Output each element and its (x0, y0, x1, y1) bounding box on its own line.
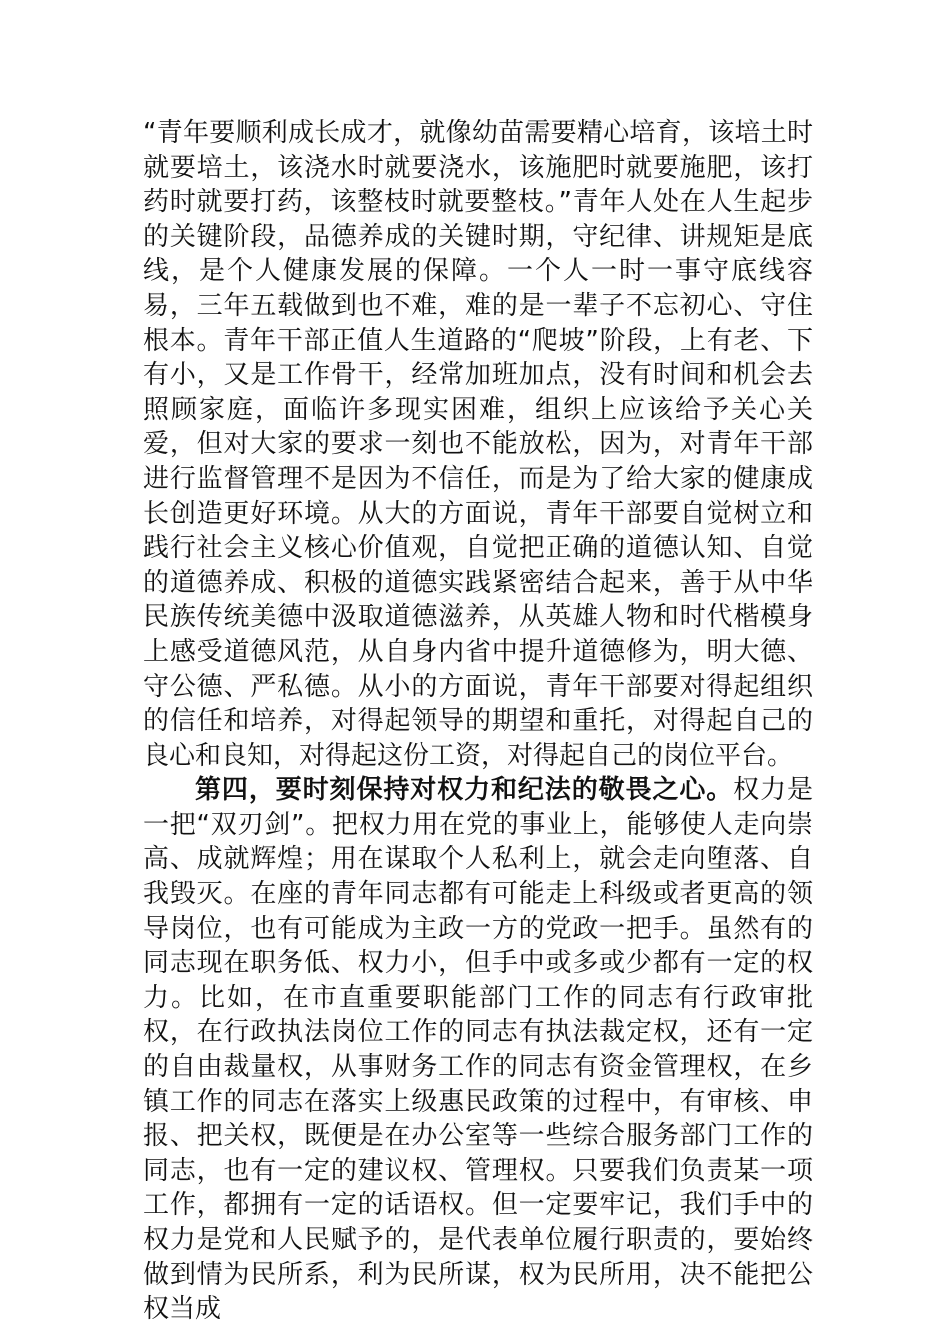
body-text (143, 116, 813, 1327)
paragraph-1: “青年要顺利成长成才，就像幼苗需要精心培育，该培土时就要培土，该浇水时就要浇水，该施肥时就要施肥，该打药时就要打药，该整枝时就要整枝。”青年人处在人生起步的关键阶段，品德养成的关键时期，守纪律、讲规矩是底线，是个人健康发展的保障。一个人一时一事守底线容易，三年五载做到也不难，难的是一辈子不忘初心、守住根本。青年干部正值人生道路的“爬坡”阶段，上有老、下有小，又是工作骨干，经常加班加点，没有时间和机会去照顾家庭，面临许多现实困难，组织上应该给予关心关爱，但对大家的要求一刻也不能放松，因为，对青年干部进行监督管理不是因为不信任，而是为了给大家的健康成长创造更好环境。从大的方面说，青年干部要自觉树立和践行社会主义核心价值观，自觉把正确的道德认知、自觉的道德养成、积极的道德实践紧密结合起来，善于从中华民族传统美德中汲取道德滋养，从英雄人物和时代楷模身上感受道德风范，从自身内省中提升道德修为，明大德、守公德、严私德。从小的方面说，青年干部要对得起组织的信任和培养，对得起领导的期望和重托，对得起自己的良心和良知，对得起这份工资，对得起自己的岗位平台。 (143, 118, 813, 771)
paragraph-2-body: 权力是一把“双刃剑”。把权力用在党的事业上，能够使人走向崇高、成就辉煌；用在谋取个人私利上，就会走向堕落、自我毁灭。在座的青年同志都有可能走上科级或者更高的领导岗位，也有可能成为主政一方的党政一把手。虽然有的同志现在职务低、权力小，但手中或多或少都有一定的权力。比如，在市直重要职能部门工作的同志有行政审批权，在行政执法岗位工作的同志有执法裁定权，还有一定的自由裁量权，从事财务工作的同志有资金管理权，在乡镇工作的同志在落实上级惠民政策的过程中，有审核、申报、把关权，既便是在办公室等一些综合服务部门工作的同志，也有一定的建议权、管理权。只要我们负责某一项工作，都拥有一定的话语权。但一定要牢记，我们手中的权力是党和人民赋予的，是代表单位履行职责的，要始终做到情为民所系，利为民所谋，权为民所用，决不能把公权当成 (143, 775, 813, 1325)
paragraph-2-lead: 第四，要时刻保持对权力和纪法的敬畏之心。 (195, 775, 734, 806)
paragraph-2 (143, 773, 813, 1327)
